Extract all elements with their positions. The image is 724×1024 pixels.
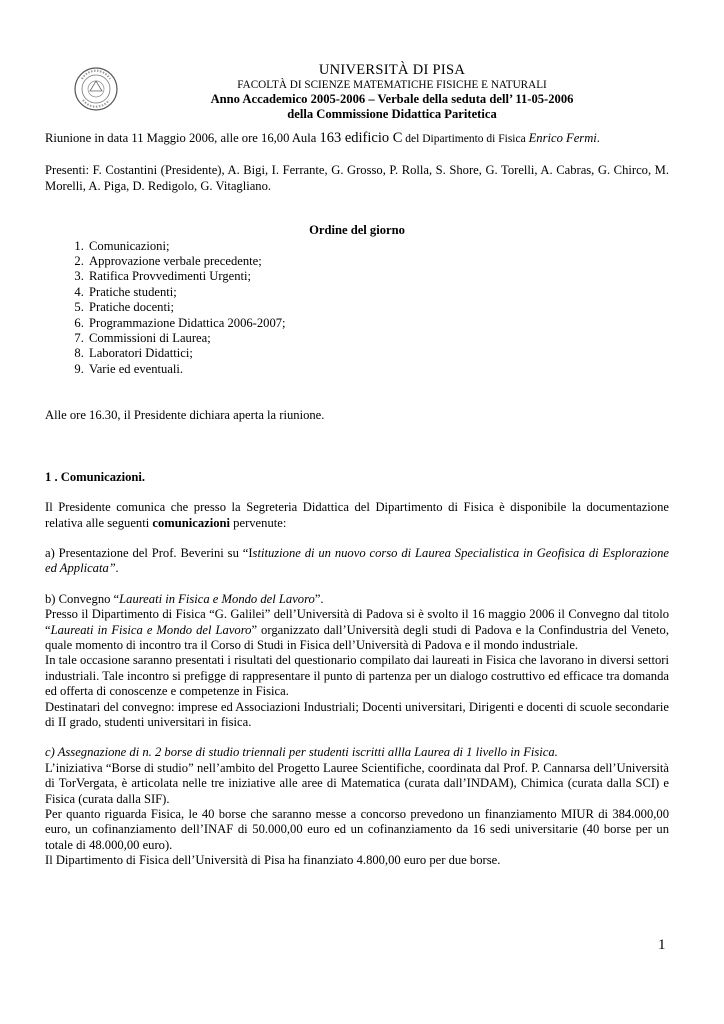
attendees: Presenti: F. Costantini (Presidente), A. Bigi, I. Ferrante, G. Grosso, P. Rolla, S. Shore, G. Torelli, A. Cabras, G. Chirco, M. Morelli, A. Piga, D. Redigolo, G. Vitagliano. bbox=[45, 163, 669, 193]
intro-bold: comunicazioni bbox=[152, 515, 231, 530]
opening-statement: Alle ore 16.30, il Presidente dichiara aperta la riunione. bbox=[45, 408, 325, 423]
item-a-prefix: a) Presentazione del Prof. Beverini su “I bbox=[45, 545, 253, 560]
agenda-item: 8. Laboratori Didattici; bbox=[87, 346, 669, 361]
intro-text: Il Presidente comunica che presso la Segreteria Didattica del Dipartimento di Fisica è disponibile la documentazione relativa alle seguenti bbox=[45, 500, 669, 530]
page-number: 1 bbox=[658, 937, 666, 953]
item-b-italic: Laureati in Fisica e Mondo del Lavoro bbox=[119, 591, 315, 606]
document-header bbox=[115, 62, 669, 122]
meeting-text-1: Riunione in data 11 Maggio 2006, alle ore 16,00 Aula bbox=[45, 131, 320, 145]
item-c-paragraph-2: Per quanto riguarda Fisica, le 40 borse che saranno messe a concorso prevedono un finanziamento MIUR di 384.000,00 euro, un cofinanziamento dell’INAF di 50.000,00 euro ed un cofinanziamento da 16 sedi universitarie (40 borse per un totale di 48.000,00 euro). bbox=[45, 807, 669, 852]
header-title-line2: della Commissione Didattica Paritetica bbox=[287, 107, 497, 121]
agenda-item: 9. Varie ed eventuali. bbox=[87, 362, 669, 377]
item-b-suffix: ”. bbox=[314, 591, 324, 606]
item-a-italic: stituzione di un nuovo corso di Laurea Specialistica in Geofisica di Esplorazione ed Applicata”. bbox=[45, 545, 669, 576]
faculty-name: FACOLTÀ DI SCIENZE MATEMATICHE FISICHE E NATURALI bbox=[237, 79, 547, 91]
agenda-item: 6. Programmazione Didattica 2006-2007; bbox=[87, 316, 669, 331]
meeting-end: . bbox=[596, 131, 600, 145]
header-title-line1: Anno Accademico 2005-2006 – Verbale della seduta dell’ 11-05-2006 bbox=[210, 92, 574, 106]
item-b-paragraph-3: Destinatari del convegno: imprese ed Associazioni Industriali; Docenti universitari, Dirigenti e docenti di scuole secondarie di II grado, studenti universitari in fisica. bbox=[45, 699, 669, 729]
item-b-title bbox=[45, 592, 669, 607]
item-b-paragraph-2: In tale occasione saranno presentati i risultati del questionario compilato dai laureati in Fisica che lavorano in diversi settori industriali. Tale incontro si prefigge di rappresentare il punto di partenza per un dialogo costruttivo ed efficace tra domanda ed offerta di conoscenze e competenze in Fisica. bbox=[45, 653, 669, 699]
section-1-intro bbox=[45, 500, 669, 531]
department-name: Enrico Fermi bbox=[528, 131, 597, 145]
agenda-item: 5. Pratiche docenti; bbox=[87, 300, 669, 315]
item-c-paragraph-3: Il Dipartimento di Fisica dell’Università di Pisa ha finanziato 4.800,00 euro per due borse. bbox=[45, 853, 501, 868]
item-a bbox=[45, 546, 669, 577]
item-b-paragraph-1 bbox=[45, 607, 669, 653]
item-b-p1-italic: Laureati in Fisica e Mondo del Lavoro bbox=[50, 622, 252, 637]
item-c-title: c) Assegnazione di n. 2 borse di studio triennali per studenti iscritti allla Laurea di 1 livello in Fisica. bbox=[45, 745, 558, 760]
document-page bbox=[45, 62, 669, 869]
item-b-p1-b: ” organizzato dall’Università degli studi di Padova e la Confindustria del Veneto, quale momento di incontro tra il Corso di Studi in Fisica dell’Università di Padova e il mondo industriale. bbox=[45, 622, 670, 652]
agenda-item: 7. Commissioni di Laurea; bbox=[87, 331, 669, 346]
intro-end: pervenute: bbox=[230, 515, 287, 530]
agenda-item: 1. Comunicazioni; bbox=[87, 239, 669, 254]
section-1-title: 1 . Comunicazioni. bbox=[45, 469, 146, 484]
agenda-item: 4. Pratiche studenti; bbox=[87, 285, 669, 300]
university-name: UNIVERSITÀ DI PISA bbox=[318, 62, 466, 78]
item-b-prefix: b) Convegno “ bbox=[45, 591, 120, 606]
meeting-text-2: del Dipartimento di Fisica bbox=[402, 133, 529, 145]
meeting-info bbox=[45, 131, 669, 147]
meeting-aula: 163 edificio C bbox=[319, 130, 403, 146]
agenda-item: 2. Approvazione verbale precedente; bbox=[87, 254, 669, 269]
agenda-list bbox=[45, 239, 669, 378]
agenda-item: 3. Ratifica Provvedimenti Urgenti; bbox=[87, 269, 669, 284]
agenda-title: Ordine del giorno bbox=[309, 223, 405, 238]
item-b-p1-a: Presso il Dipartimento di Fisica “G. Galilei” dell’Università di Padova si è svolto il 16 maggio 2006 il Convegno dal titolo “ bbox=[45, 607, 669, 637]
item-c-paragraph-1: L’iniziativa “Borse di studio” nell’ambito del Progetto Lauree Scientifiche, coordinata dal Prof. P. Cannarsa dell’Università di TorVergata, è articolata nelle tre iniziative alle aree di Matematica (curata dall’INDAM), Chimica (curata dalla SCI) e Fisica (curata dalla SIF). bbox=[45, 760, 669, 806]
